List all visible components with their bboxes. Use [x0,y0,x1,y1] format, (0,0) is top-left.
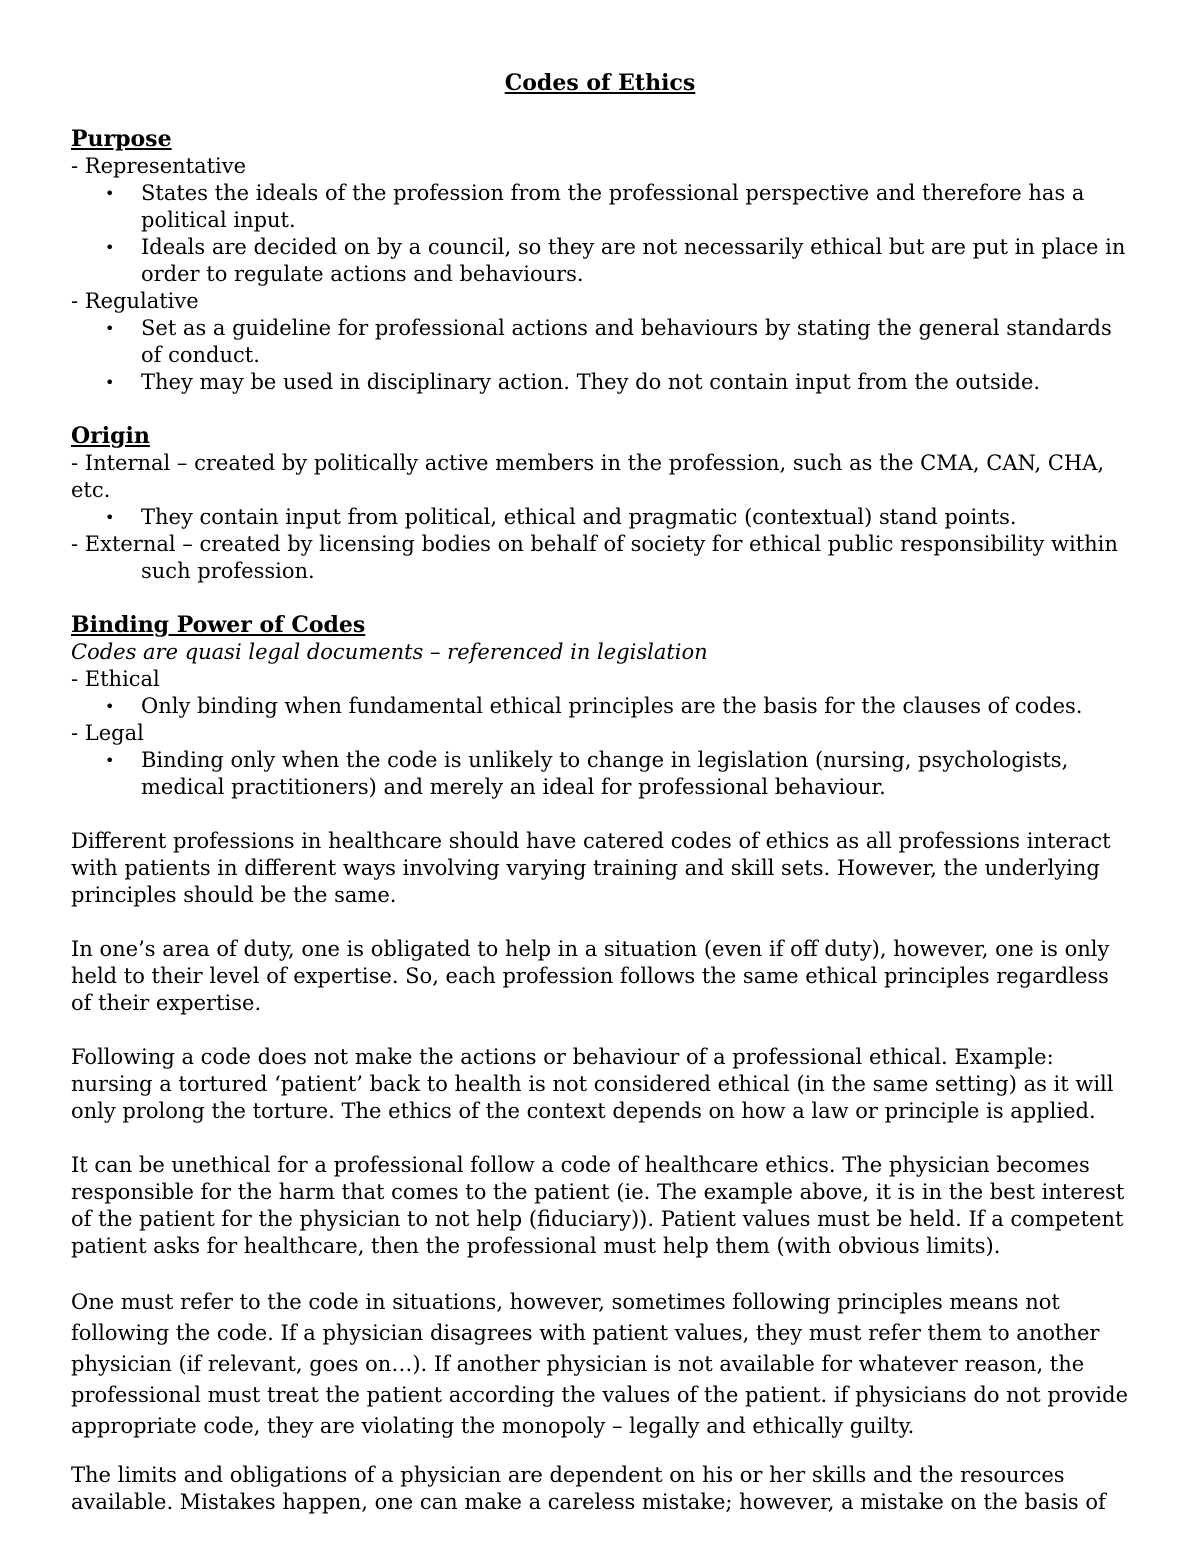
bullet-text: They contain input from political, ethical and pragmatic (contextual) stand points. [141,505,1017,529]
list-representative [71,180,1129,288]
list-item [71,234,1129,288]
bullet-icon: • [105,184,115,203]
spacer [71,585,1129,612]
spacer [71,801,1129,828]
bullet-icon: • [105,508,115,527]
bullet-icon: • [105,373,115,392]
list-item [71,369,1129,396]
list-regulative [71,315,1129,396]
bullet-icon: • [105,751,115,770]
bullet-text: Binding only when the code is unlikely to change in legislation (nursing, psychologists, medical practitioners) and merely an ideal for professional behaviour. [141,748,1069,799]
label-regulative: - Regulative [71,289,199,313]
bullet-text: Set as a guideline for professional actions and behaviours by stating the general standards of conduct. [141,316,1112,367]
binding-subtitle: Codes are quasi legal documents – referenced in legislation [71,640,708,664]
bullet-icon: • [105,319,115,338]
document-title: Codes of Ethics [504,70,696,96]
list-item [71,504,1129,531]
label-representative: - Representative [71,154,247,178]
heading-origin: Origin [71,423,150,449]
paragraph: The limits and obligations of a physician are dependent on his or her skills and the resources available. Mistakes happen, one can make a careless mistake; however, a mistake on the basis of [71,1463,1106,1514]
paragraph: One must refer to the code in situations, however, sometimes following principles means not following the code. If a physician disagrees with patient values, they must refer them to another physician (if relevant, goes on…). If another physician is not available for whatever reason, the professional must treat the patient according the values of the patient. if physicians do not provide appropriate code, they are violating the monopoly – legally and ethically guilty. [71,1290,1128,1438]
heading-binding-power: Binding Power of Codes [71,612,366,638]
paragraph: It can be unethical for a professional follow a code of healthcare ethics. The physician becomes responsible for the harm that comes to the patient (ie. The example above, it is in the best interest of the patient for the physician to not help (fiduciary)). Patient values must be held. If a competent patient asks for healthcare, then the professional must help them (with obvious limits). [71,1153,1125,1258]
bullet-text: States the ideals of the profession from the professional perspective and therefore has a political input. [141,181,1085,232]
paragraph: In one’s area of duty, one is obligated to help in a situation (even if off duty), however, one is only held to their level of expertise. So, each profession follows the same ethical principles regardless of their expertise. [71,937,1110,1015]
document-page [71,66,1129,1543]
bullet-text: They may be used in disciplinary action. They do not contain input from the outside. [141,370,1041,394]
bullet-icon: • [105,238,115,257]
label-external: - External – created by licensing bodies on behalf of society for ethical public responsibility within such profession. [71,532,1118,583]
bullet-icon: • [105,697,115,716]
list-legal [71,747,1129,801]
label-internal: - Internal – created by politically active members in the profession, such as the CMA, CAN, CHA, etc. [71,451,1105,502]
list-item [71,693,1129,720]
list-item [71,180,1129,234]
label-ethical: - Ethical [71,667,160,691]
heading-purpose: Purpose [71,126,172,152]
spacer [71,396,1129,423]
paragraph: Following a code does not make the actions or behaviour of a professional ethical. Example: nursing a tortured ‘patient’ back to health is not considered ethical (in the same setting) as it will only prolong the torture. The ethics of the context depends on how a law or principle is applied. [71,1045,1114,1123]
list-ethical [71,693,1129,720]
label-legal: - Legal [71,721,144,745]
paragraph: Different professions in healthcare should have catered codes of ethics as all professions interact with patients in different ways involving varying training and skill sets. However, the underlying principles should be the same. [71,829,1111,907]
list-internal [71,504,1129,531]
bullet-text: Ideals are decided on by a council, so they are not necessarily ethical but are put in place in order to regulate actions and behaviours. [141,235,1126,286]
bullet-text: Only binding when fundamental ethical principles are the basis for the clauses of codes. [141,694,1083,718]
list-item [71,747,1129,801]
list-item [71,315,1129,369]
